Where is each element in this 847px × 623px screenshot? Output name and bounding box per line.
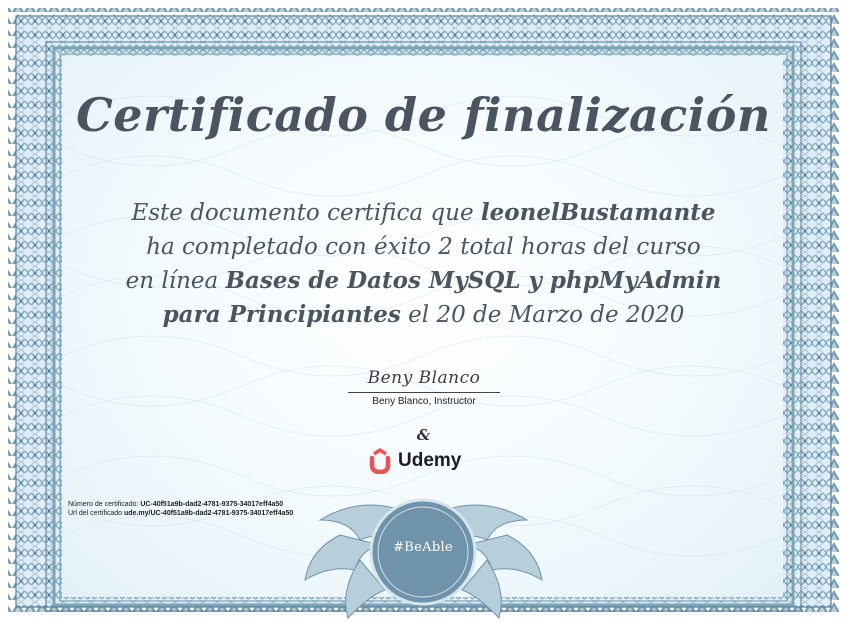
beable-badge: #BeAble — [393, 540, 453, 555]
certificate-title: Certificado de finalización — [76, 88, 771, 142]
instructor-signature: Beny Blanco — [367, 368, 481, 388]
udemy-logo — [368, 448, 461, 474]
course-name-part1: Bases de Datos MySQL y phpMyAdmin — [225, 267, 722, 294]
cert-url: ude.my/UC-40f51a9b-dad2-4781-9375-34017eff4a50 — [124, 510, 294, 517]
statement-line1-prefix: Este documento certifica que — [131, 200, 481, 226]
completion-date: el 20 de Marzo de 2020 — [400, 302, 685, 328]
certificate-statement — [60, 196, 787, 332]
cert-url-label: Url del certificado — [68, 510, 125, 517]
signature-line — [348, 392, 500, 393]
cert-number: UC-40f51a9b-dad2-4781-9375-34017eff4a50 — [140, 501, 284, 508]
course-name-part2: para Principiantes — [162, 301, 401, 328]
statement-line2: ha completado con éxito 2 total horas del curso — [146, 234, 701, 260]
cert-number-row — [68, 500, 293, 509]
certificate-metadata — [68, 500, 293, 518]
ampersand: & — [416, 426, 431, 444]
cert-number-label: Número de certificado: — [68, 501, 141, 508]
udemy-logo-text: Udemy — [398, 450, 462, 471]
signature-block — [340, 368, 508, 407]
cert-url-row — [68, 509, 293, 518]
statement-line3-prefix: en línea — [125, 268, 226, 294]
instructor-label: Beny Blanco, Instructor — [372, 396, 476, 407]
student-name: leonelBustamante — [480, 199, 716, 226]
udemy-logo-icon — [368, 448, 394, 474]
